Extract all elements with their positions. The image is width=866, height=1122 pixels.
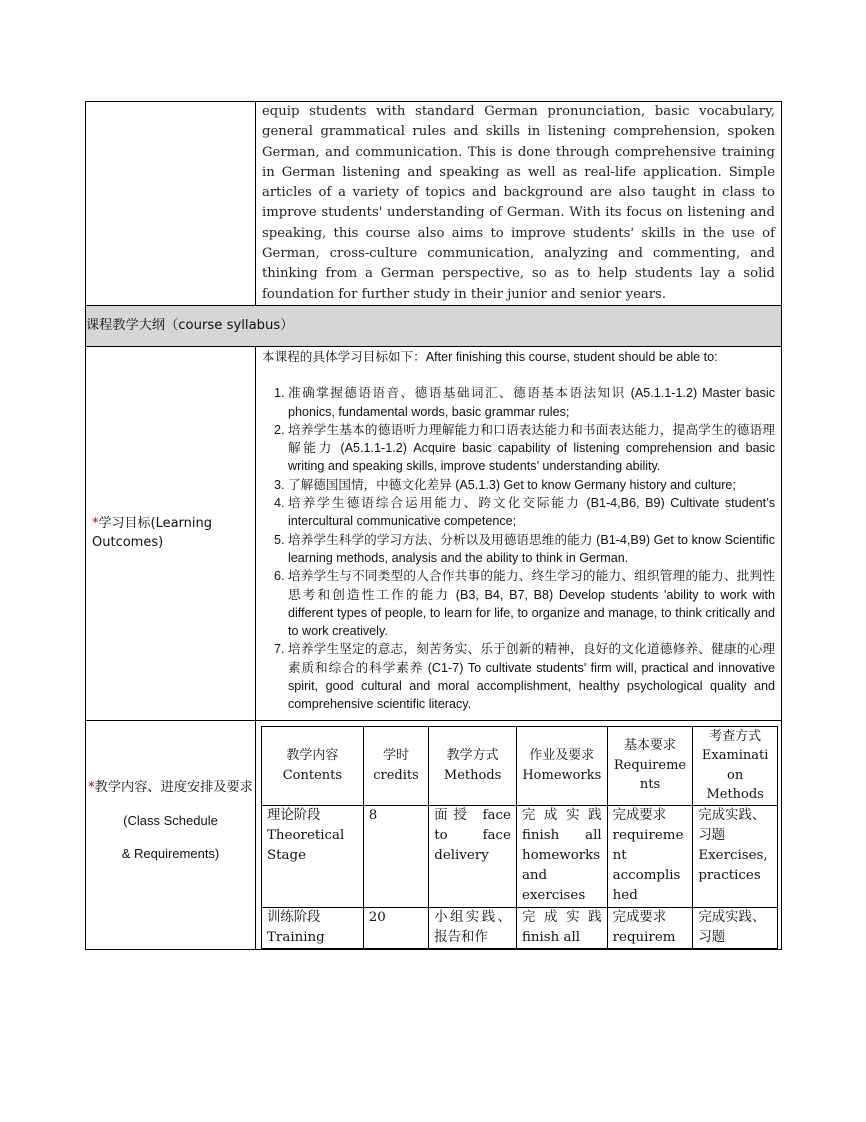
learning-outcome-item: 2. 培养学生基本的德语听力理解能力和口语表达能力和书面表达能力，提高学生的德语理解能力 (A5.1.1-1.2) Acquire basic capability of listening comprehension and basic writing and speaking skills, improve students’ understanding ability.	[288, 421, 775, 476]
schedule-row	[86, 720, 782, 949]
header-credits: 学时 credits	[363, 726, 429, 805]
row-content: 理论阶段 Theoretical Stage	[262, 805, 364, 907]
learning-outcomes-intro: 本课程的具体学习目标如下：After finishing this course, student should be able to:	[262, 349, 718, 364]
learning-outcome-item: 4. 培养学生德语综合运用能力、跨文化交际能力 (B1-4,B6, B9) Cultivate student’s intercultural communicative competence;	[288, 494, 775, 531]
learning-outcomes-cell	[256, 346, 782, 720]
learning-outcomes-label	[86, 514, 255, 552]
schedule-table	[261, 726, 778, 949]
row-credits: 20	[363, 907, 429, 948]
row-method: 面授 face to face delivery	[429, 805, 517, 907]
schedule-header-row	[262, 726, 778, 805]
row-exam: 完成实践、习题 Exercises,practices	[693, 805, 778, 907]
learning-outcome-item: 5. 培养学生科学的学习方法、分析以及用德语思维的能力 (B1-4,B9) Get to know Scientific learning methods, analysis and the ability to think in German.	[288, 531, 775, 568]
required-asterisk: *	[88, 779, 95, 795]
schedule-cell	[256, 720, 782, 949]
syllabus-heading: 课程教学大纲（course syllabus）	[86, 305, 782, 346]
learning-outcomes-label-text: 学习目标(Learning Outcomes)	[92, 516, 213, 551]
schedule-label-cn-text: 教学内容、进度安排及要求	[94, 779, 253, 795]
row-requirement: 完成要求 requirem	[607, 907, 693, 948]
intro-text-cell	[256, 102, 782, 306]
header-examination: 考查方式 Examination Methods	[693, 726, 778, 805]
learning-outcome-item: 7. 培养学生坚定的意志，刻苦务实、乐于创新的精神，良好的文化道德修养、健康的心理素质和综合的科学素养 (C1-7) To cultivate students' firm will, practical and innovative spirit, good cultural and moral accomplishment, healthy psychological quality and comprehensive scientific literacy.	[288, 640, 775, 713]
learning-outcomes-row	[86, 346, 782, 720]
learning-outcome-item: 3. 了解德国国情，中德文化差异 (A5.1.3) Get to know Germany history and culture;	[288, 476, 775, 494]
header-methods: 教学方式 Methods	[429, 726, 517, 805]
schedule-label-cell	[86, 720, 256, 949]
row-homework: 完成实践 finish all	[516, 907, 607, 948]
schedule-label	[86, 721, 255, 870]
row-exam: 完成实践、习题	[693, 907, 778, 948]
header-contents: 教学内容 Contents	[262, 726, 364, 805]
learning-outcome-item: 6. 培养学生与不同类型的人合作共事的能力、终生学习的能力、组织管理的能力、批判性思考和创造性工作的能力 (B3, B4, B7, B8) Develop students 'ability to work with different types of people, to learn for life, to organize and manage, to think critically and to work creatively.	[288, 567, 775, 640]
intro-row	[86, 102, 782, 306]
intro-label-cell	[86, 102, 256, 306]
schedule-label-en-2: & Requirements)	[121, 845, 220, 861]
schedule-label-en-1: (Class Schedule	[123, 812, 218, 828]
required-asterisk: *	[92, 516, 99, 532]
row-credits: 8	[363, 805, 429, 907]
learning-outcomes-label-cell	[86, 346, 256, 720]
table-row	[262, 907, 778, 948]
row-method: 小组实践、报告和作	[429, 907, 517, 948]
course-description: equip students with standard German pronunciation, basic vocabulary, general grammatical rules and skills in listening comprehension, spoken German, and communication. This is done through comprehensive training in German listening and speaking as well as real-life application. Simple articles of a variety of topics and background are also taught in class to improve students' understanding of German. With its focus on listening and speaking, this course also aims to improve students' skills in the use of German, cross-culture communication, analyzing and commenting, and thinking from a German perspective, so as to help students lay a solid foundation for further study in their junior and senior years.	[262, 104, 775, 302]
learning-outcomes-list	[262, 384, 775, 713]
header-homeworks: 作业及要求 Homeworks	[516, 726, 607, 805]
row-homework: 完成实践 finish all homeworks and exercises	[516, 805, 607, 907]
table-row	[262, 805, 778, 907]
syllabus-heading-row	[86, 305, 782, 346]
syllabus-table	[85, 101, 782, 950]
document-page	[85, 101, 781, 950]
row-requirement: 完成要求 requirement accomplished	[607, 805, 693, 907]
header-requirements: 基本要求 Requirements	[607, 726, 693, 805]
learning-outcome-item: 1. 准确掌握德语语音、德语基础词汇、德语基本语法知识 (A5.1.1-1.2) Master basic phonics, fundamental words, basic grammar rules;	[288, 384, 775, 421]
schedule-label-cn	[86, 771, 255, 804]
learning-outcomes-content	[256, 347, 781, 720]
row-content: 训练阶段 Training	[262, 907, 364, 948]
